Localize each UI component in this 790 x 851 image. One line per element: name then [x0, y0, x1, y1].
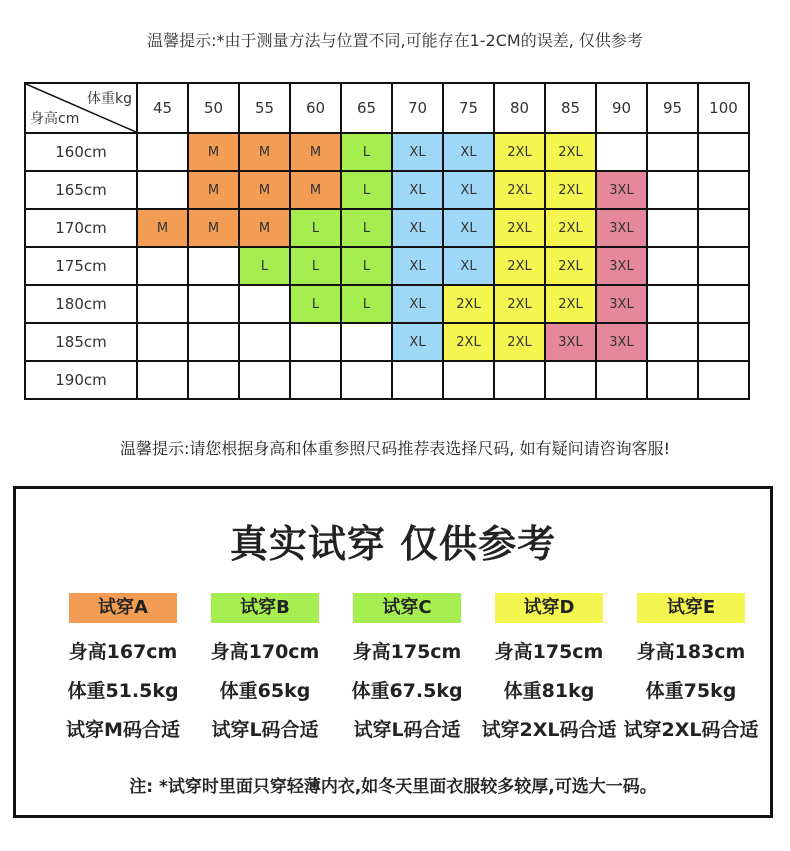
size-cell — [596, 361, 647, 399]
weight-axis-label: 体重kg — [87, 91, 132, 107]
size-cell: XL — [392, 171, 443, 209]
size-cell: 2XL — [545, 247, 596, 285]
size-cell: XL — [443, 171, 494, 209]
trial-fit: 试穿2XL码合适 — [623, 719, 759, 741]
size-cell — [647, 285, 698, 323]
size-cell: 2XL — [494, 323, 545, 361]
size-cell — [188, 323, 239, 361]
trial-fit: 试穿L码合适 — [211, 719, 319, 741]
size-cell: L — [290, 247, 341, 285]
size-cell — [698, 247, 749, 285]
size-cell: M — [290, 171, 341, 209]
table-row — [25, 361, 749, 399]
size-cell — [392, 361, 443, 399]
size-cell — [290, 323, 341, 361]
trial-weight: 体重65kg — [219, 680, 311, 702]
selection-tip: 温馨提示:请您根据身高和体重参照尺码推荐表选择尺码, 如有疑问请咨询客服! — [120, 439, 670, 458]
trial-height: 身高183cm — [636, 641, 746, 663]
size-cell — [647, 209, 698, 247]
size-cell: 2XL — [494, 171, 545, 209]
size-cell: 2XL — [545, 285, 596, 323]
size-cell — [596, 133, 647, 171]
size-cell: 2XL — [494, 285, 545, 323]
size-cell — [239, 285, 290, 323]
trial-fit: 试穿M码合适 — [66, 719, 180, 741]
trial-height: 身高175cm — [352, 641, 462, 663]
size-cell — [698, 209, 749, 247]
size-cell — [494, 361, 545, 399]
size-cell — [137, 171, 188, 209]
size-cell: 3XL — [596, 247, 647, 285]
size-cell — [137, 285, 188, 323]
size-cell: M — [188, 171, 239, 209]
trial-column — [194, 593, 336, 742]
weight-header-cell: 55 — [239, 83, 290, 133]
size-cell — [239, 323, 290, 361]
size-cell — [239, 361, 290, 399]
weight-header-cell: 95 — [647, 83, 698, 133]
size-cell: XL — [443, 209, 494, 247]
size-cell: 2XL — [545, 209, 596, 247]
size-cell — [698, 361, 749, 399]
size-cell — [443, 361, 494, 399]
height-axis-label: 身高cm — [30, 111, 80, 127]
size-cell: XL — [392, 209, 443, 247]
size-cell — [647, 361, 698, 399]
height-cell: 180cm — [25, 285, 137, 323]
size-cell — [698, 133, 749, 171]
weight-header-cell: 70 — [392, 83, 443, 133]
size-cell — [188, 247, 239, 285]
measurement-note: 温馨提示:*由于测量方法与位置不同,可能存在1-2CM的误差, 仅供参考 — [147, 31, 643, 50]
trial-height: 身高175cm — [494, 641, 604, 663]
weight-header-cell: 100 — [698, 83, 749, 133]
size-cell — [137, 361, 188, 399]
size-cell — [698, 285, 749, 323]
weight-header-row — [25, 83, 749, 133]
size-cell: 2XL — [545, 171, 596, 209]
size-cell — [647, 171, 698, 209]
trial-tag: 试穿C — [353, 593, 461, 623]
size-cell — [647, 247, 698, 285]
height-cell: 190cm — [25, 361, 137, 399]
size-cell: L — [341, 133, 392, 171]
size-cell — [341, 323, 392, 361]
size-cell: M — [188, 209, 239, 247]
trial-weight: 体重67.5kg — [351, 680, 463, 702]
size-cell: XL — [392, 323, 443, 361]
size-cell: 3XL — [596, 323, 647, 361]
size-cell: 2XL — [494, 133, 545, 171]
size-cell — [341, 361, 392, 399]
table-row — [25, 247, 749, 285]
size-cell: 2XL — [494, 247, 545, 285]
size-cell: 2XL — [545, 133, 596, 171]
table-row — [25, 133, 749, 171]
trial-box-title: 真实试穿 仅供参考 — [229, 522, 557, 566]
size-cell — [647, 133, 698, 171]
size-cell: L — [239, 247, 290, 285]
weight-header-cell: 85 — [545, 83, 596, 133]
height-cell: 185cm — [25, 323, 137, 361]
height-cell: 170cm — [25, 209, 137, 247]
size-cell: XL — [443, 133, 494, 171]
size-cell: XL — [392, 247, 443, 285]
size-cell: M — [239, 171, 290, 209]
size-cell — [137, 133, 188, 171]
trial-weight: 体重51.5kg — [67, 680, 179, 702]
trial-height: 身高167cm — [68, 641, 178, 663]
weight-header-cell: 50 — [188, 83, 239, 133]
weight-header-cell: 60 — [290, 83, 341, 133]
size-cell: M — [137, 209, 188, 247]
size-cell: XL — [392, 285, 443, 323]
trial-tag: 试穿B — [211, 593, 319, 623]
size-cell: 3XL — [596, 285, 647, 323]
size-cell: 3XL — [596, 171, 647, 209]
trial-weight: 体重81kg — [503, 680, 595, 702]
trial-tag: 试穿D — [495, 593, 603, 623]
size-cell: 2XL — [443, 285, 494, 323]
height-cell: 175cm — [25, 247, 137, 285]
trial-fit: 试穿2XL码合适 — [481, 719, 617, 741]
weight-header-cell: 65 — [341, 83, 392, 133]
size-cell — [698, 323, 749, 361]
size-cell: XL — [392, 133, 443, 171]
trial-weight: 体重75kg — [645, 680, 737, 702]
table-row — [25, 209, 749, 247]
size-cell — [290, 361, 341, 399]
height-cell: 160cm — [25, 133, 137, 171]
size-cell: L — [341, 171, 392, 209]
weight-header-cell: 80 — [494, 83, 545, 133]
size-cell — [188, 361, 239, 399]
weight-header-cell: 90 — [596, 83, 647, 133]
size-cell: M — [290, 133, 341, 171]
size-cell: L — [341, 247, 392, 285]
trial-height: 身高170cm — [210, 641, 320, 663]
weight-header-cell: 75 — [443, 83, 494, 133]
size-cell — [545, 361, 596, 399]
size-cell — [698, 171, 749, 209]
size-cell: 3XL — [596, 209, 647, 247]
size-cell: 2XL — [443, 323, 494, 361]
size-cell — [188, 285, 239, 323]
trial-fit-box — [13, 486, 773, 818]
size-cell: M — [188, 133, 239, 171]
trial-fit: 试穿L码合适 — [353, 719, 461, 741]
trial-column — [620, 593, 762, 742]
trial-tag: 试穿A — [69, 593, 177, 623]
trial-column — [478, 593, 620, 742]
size-cell: L — [290, 285, 341, 323]
size-cell — [137, 323, 188, 361]
size-cell: M — [239, 133, 290, 171]
weight-header-cell: 45 — [137, 83, 188, 133]
size-chart-table — [24, 82, 750, 400]
table-corner-header — [25, 83, 137, 133]
height-cell: 165cm — [25, 171, 137, 209]
size-cell — [137, 247, 188, 285]
table-row — [25, 171, 749, 209]
table-row — [25, 323, 749, 361]
trial-footnote: 注: *试穿时里面只穿轻薄内衣,如冬天里面衣服较多较厚,可选大一码。 — [129, 777, 657, 797]
size-cell: L — [290, 209, 341, 247]
trial-tag: 试穿E — [637, 593, 745, 623]
size-cell: 2XL — [494, 209, 545, 247]
size-cell: XL — [443, 247, 494, 285]
size-cell: L — [341, 285, 392, 323]
size-cell: M — [239, 209, 290, 247]
size-cell: 3XL — [545, 323, 596, 361]
size-cell: L — [341, 209, 392, 247]
trial-column — [336, 593, 478, 742]
trial-column — [52, 593, 194, 742]
size-cell — [647, 323, 698, 361]
table-row — [25, 285, 749, 323]
